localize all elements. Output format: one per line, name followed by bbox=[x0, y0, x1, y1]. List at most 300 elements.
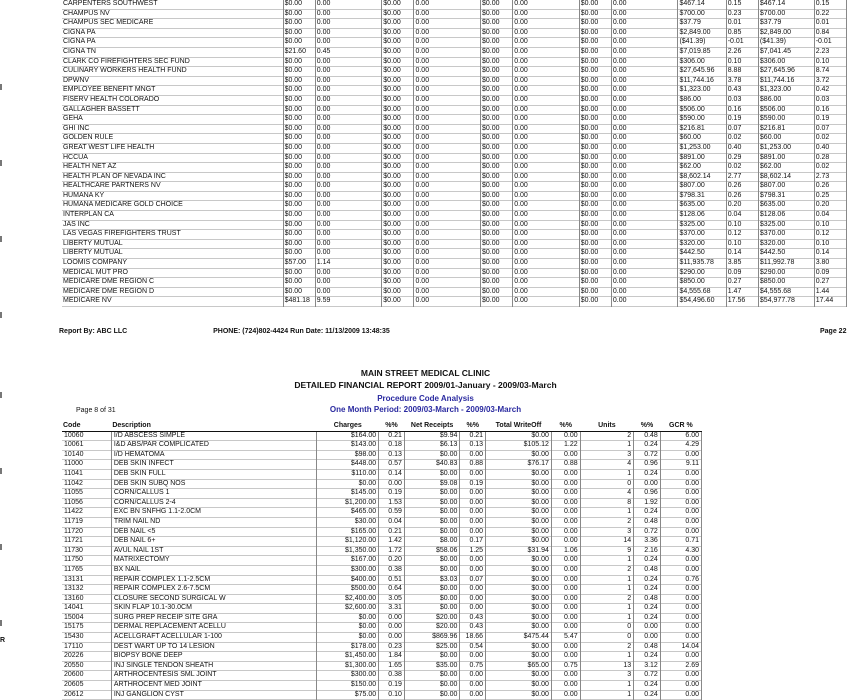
payer-value-cell: $0.00 bbox=[283, 38, 315, 48]
procedure-row bbox=[62, 575, 702, 585]
payer-value-cell: $0.00 bbox=[481, 182, 513, 192]
procedure-code-cell: 11055 bbox=[62, 489, 111, 499]
procedure-value-cell: 0.48 bbox=[634, 642, 661, 652]
payer-value-cell: 0.00 bbox=[611, 278, 678, 288]
procedure-value-cell: $2,400.00 bbox=[317, 594, 379, 604]
payer-value-cell: 0.00 bbox=[414, 230, 481, 240]
procedure-value-cell: 0.48 bbox=[634, 517, 661, 527]
procedure-value-cell: 2 bbox=[580, 594, 633, 604]
payer-value-cell: 0.00 bbox=[315, 143, 382, 153]
procedure-value-cell: $0.00 bbox=[404, 681, 460, 691]
procedure-value-cell: $0.00 bbox=[317, 633, 379, 643]
payer-value-cell: $0.00 bbox=[481, 86, 513, 96]
payer-name-cell: GHI INC bbox=[62, 124, 283, 134]
procedure-value-cell: $0.00 bbox=[486, 575, 552, 585]
payer-row bbox=[62, 268, 847, 278]
procedure-value-cell: 0.00 bbox=[660, 527, 701, 537]
payer-value-cell: 0.00 bbox=[315, 182, 382, 192]
procedure-value-cell: 0.00 bbox=[551, 537, 580, 547]
payer-value-cell: $635.00 bbox=[678, 201, 726, 211]
payer-value-cell: 0.02 bbox=[726, 134, 758, 144]
procedure-value-cell: $8.00 bbox=[404, 537, 460, 547]
procedure-value-cell: 0.00 bbox=[660, 469, 701, 479]
payer-value-cell: 0.00 bbox=[611, 57, 678, 67]
payer-value-cell: 0.00 bbox=[414, 297, 481, 307]
payer-row bbox=[62, 201, 847, 211]
procedure-value-cell: 0.00 bbox=[634, 479, 661, 489]
procedure-value-cell: 1 bbox=[580, 556, 633, 566]
payer-value-cell: 0.00 bbox=[315, 86, 382, 96]
payer-value-cell: 0.15 bbox=[726, 0, 758, 9]
payer-value-cell: $0.00 bbox=[579, 249, 611, 259]
procedure-value-cell: $1,350.00 bbox=[317, 546, 379, 556]
payer-value-cell: 0.00 bbox=[315, 249, 382, 259]
payer-value-cell: 0.00 bbox=[513, 268, 580, 278]
payer-value-cell: 0.00 bbox=[611, 134, 678, 144]
payer-value-cell: 0.20 bbox=[814, 201, 846, 211]
payer-value-cell: $0.00 bbox=[481, 278, 513, 288]
payer-value-cell: $8,602.14 bbox=[758, 172, 814, 182]
payer-value-cell: $62.00 bbox=[678, 163, 726, 173]
payer-value-cell: $0.00 bbox=[283, 9, 315, 19]
payer-value-cell: $506.00 bbox=[758, 105, 814, 115]
payer-value-cell: $54,977.78 bbox=[758, 297, 814, 307]
payer-value-cell: 0.00 bbox=[315, 9, 382, 19]
procedure-value-cell: 3.36 bbox=[634, 537, 661, 547]
payer-value-cell: $0.00 bbox=[579, 134, 611, 144]
payer-value-cell: 0.26 bbox=[726, 191, 758, 201]
payer-value-cell: 0.00 bbox=[315, 76, 382, 86]
procedure-value-cell: 1.22 bbox=[551, 441, 580, 451]
payer-value-cell: $0.00 bbox=[579, 28, 611, 38]
payer-value-cell: -0.01 bbox=[726, 38, 758, 48]
payer-value-cell: 0.12 bbox=[814, 230, 846, 240]
payer-value-cell: 0.00 bbox=[414, 47, 481, 57]
payer-value-cell: $0.00 bbox=[579, 38, 611, 48]
payer-value-cell: $798.31 bbox=[678, 191, 726, 201]
procedure-value-cell: 0.00 bbox=[551, 671, 580, 681]
procedure-desc-cell: CLOSURE SECOND SURGICAL W bbox=[111, 594, 317, 604]
payer-value-cell: $0.00 bbox=[579, 201, 611, 211]
payer-value-cell: $86.00 bbox=[758, 95, 814, 105]
payer-value-cell: $0.00 bbox=[481, 239, 513, 249]
procedure-desc-cell: AVUL NAIL 1ST bbox=[111, 546, 317, 556]
procedure-value-cell: 0.24 bbox=[634, 469, 661, 479]
payer-value-cell: 0.00 bbox=[513, 19, 580, 29]
payer-value-cell: $0.00 bbox=[382, 278, 414, 288]
payer-value-cell: $290.00 bbox=[678, 268, 726, 278]
payer-value-cell: 0.00 bbox=[513, 191, 580, 201]
payer-value-cell: 0.00 bbox=[513, 259, 580, 269]
procedure-value-cell: 0.00 bbox=[660, 652, 701, 662]
procedure-value-cell: 0.00 bbox=[551, 690, 580, 700]
procedure-body bbox=[62, 431, 702, 700]
payer-value-cell: $807.00 bbox=[678, 182, 726, 192]
payer-value-cell: 0.00 bbox=[315, 0, 382, 9]
procedure-value-cell: 0.00 bbox=[660, 479, 701, 489]
payer-value-cell: 0.00 bbox=[414, 134, 481, 144]
payer-value-cell: 0.00 bbox=[315, 230, 382, 240]
procedure-value-cell: 2 bbox=[580, 431, 633, 441]
payer-value-cell: $0.00 bbox=[481, 191, 513, 201]
payer-value-cell: 0.00 bbox=[414, 249, 481, 259]
payer-value-cell: $11,935.78 bbox=[678, 259, 726, 269]
procedure-value-cell: $30.00 bbox=[317, 517, 379, 527]
procedure-value-cell: $0.00 bbox=[404, 594, 460, 604]
payer-name-cell: HEALTHCARE PARTNERS NV bbox=[62, 182, 283, 192]
procedure-value-cell: $0.00 bbox=[486, 594, 552, 604]
procedure-value-cell: 0.00 bbox=[460, 469, 486, 479]
payer-value-cell: 0.00 bbox=[513, 67, 580, 77]
procedure-value-cell: 0.00 bbox=[660, 690, 701, 700]
procedure-value-cell: 18.66 bbox=[460, 633, 486, 643]
payer-value-cell: $442.50 bbox=[758, 249, 814, 259]
payer-name-cell: LOOMIS COMPANY bbox=[62, 259, 283, 269]
payer-value-cell: $7,041.45 bbox=[758, 47, 814, 57]
procedure-code-cell: 20605 bbox=[62, 681, 111, 691]
payer-value-cell: $0.00 bbox=[283, 201, 315, 211]
payer-value-cell: $0.00 bbox=[382, 191, 414, 201]
payer-value-cell: 0.42 bbox=[814, 86, 846, 96]
procedure-value-cell: 0.54 bbox=[460, 642, 486, 652]
payer-value-cell: $0.00 bbox=[481, 249, 513, 259]
page-of-label: Page 8 of 31 bbox=[76, 407, 116, 414]
payer-value-cell: 0.10 bbox=[726, 57, 758, 67]
payer-value-cell: 0.28 bbox=[814, 153, 846, 163]
payer-value-cell: 0.00 bbox=[611, 268, 678, 278]
payer-value-cell: 0.02 bbox=[814, 134, 846, 144]
procedure-value-cell: 0.17 bbox=[460, 537, 486, 547]
payer-value-cell: $0.00 bbox=[382, 115, 414, 125]
binding-tick bbox=[0, 392, 2, 398]
payer-value-cell: 0.00 bbox=[315, 278, 382, 288]
procedure-value-cell: 0.00 bbox=[551, 594, 580, 604]
procedure-value-cell: 3 bbox=[580, 450, 633, 460]
procedure-desc-cell: EXC BN SNFHG 1.1-2.0CM bbox=[111, 508, 317, 518]
payer-value-cell: $467.14 bbox=[678, 0, 726, 9]
payer-value-cell: 0.00 bbox=[513, 249, 580, 259]
procedure-code-cell: 11056 bbox=[62, 498, 111, 508]
payer-value-cell: $0.00 bbox=[283, 0, 315, 9]
procedure-value-cell: 0.48 bbox=[634, 594, 661, 604]
payer-value-cell: 0.00 bbox=[315, 201, 382, 211]
payer-value-cell: $0.00 bbox=[481, 201, 513, 211]
payer-value-cell: 0.03 bbox=[814, 95, 846, 105]
payer-value-cell: 0.27 bbox=[814, 278, 846, 288]
payer-value-cell: $0.00 bbox=[283, 153, 315, 163]
payer-value-cell: 0.00 bbox=[611, 249, 678, 259]
payer-value-cell: $0.00 bbox=[481, 105, 513, 115]
payer-value-cell: 0.00 bbox=[414, 115, 481, 125]
procedure-value-cell: $150.00 bbox=[317, 681, 379, 691]
payer-value-cell: 0.00 bbox=[611, 297, 678, 307]
procedure-header-cell: Code bbox=[62, 422, 111, 431]
procedure-value-cell: $31.94 bbox=[486, 546, 552, 556]
procedure-value-cell: 0.04 bbox=[379, 517, 405, 527]
payer-name-cell: FISERV HEALTH COLORADO bbox=[62, 95, 283, 105]
procedure-value-cell: 0.00 bbox=[551, 575, 580, 585]
payer-value-cell: $0.00 bbox=[283, 67, 315, 77]
procedure-row bbox=[62, 604, 702, 614]
payer-value-cell: $0.00 bbox=[283, 220, 315, 230]
payer-value-cell: 0.40 bbox=[726, 143, 758, 153]
procedure-value-cell: 0.43 bbox=[460, 613, 486, 623]
procedure-code-cell: 10060 bbox=[62, 431, 111, 441]
procedure-value-cell: $1,120.00 bbox=[317, 537, 379, 547]
phone: PHONE: (724)802-4424 bbox=[213, 328, 289, 335]
payer-value-cell: 0.00 bbox=[414, 191, 481, 201]
report-by: Report By: ABC LLC bbox=[59, 328, 128, 335]
payer-value-cell: $0.00 bbox=[579, 153, 611, 163]
payer-value-cell: 0.10 bbox=[814, 239, 846, 249]
procedure-header-cell: Charges bbox=[317, 422, 379, 431]
procedure-value-cell: 0.00 bbox=[551, 469, 580, 479]
procedure-value-cell: 3.05 bbox=[379, 594, 405, 604]
procedure-value-cell: 0.00 bbox=[660, 613, 701, 623]
procedure-value-cell: $0.00 bbox=[486, 517, 552, 527]
payer-value-cell: 0.25 bbox=[814, 191, 846, 201]
payer-value-cell: 0.00 bbox=[414, 201, 481, 211]
procedure-value-cell: 0.24 bbox=[634, 508, 661, 518]
payer-value-cell: 0.00 bbox=[611, 95, 678, 105]
procedure-value-cell: 0.00 bbox=[460, 565, 486, 575]
payer-value-cell: $807.00 bbox=[758, 182, 814, 192]
payer-value-cell: $11,744.16 bbox=[758, 76, 814, 86]
procedure-value-cell: 1 bbox=[580, 652, 633, 662]
payer-row bbox=[62, 57, 847, 67]
payer-name-cell: CHAMPUS NV bbox=[62, 9, 283, 19]
payer-value-cell: 0.00 bbox=[513, 211, 580, 221]
payer-value-cell: $0.00 bbox=[481, 211, 513, 221]
procedure-value-cell: 0.00 bbox=[460, 594, 486, 604]
procedure-value-cell: 0.76 bbox=[660, 575, 701, 585]
payer-value-cell: $590.00 bbox=[758, 115, 814, 125]
payer-value-cell: $506.00 bbox=[678, 105, 726, 115]
procedure-value-cell: 0.00 bbox=[379, 613, 405, 623]
procedure-desc-cell: BIOPSY BONE DEEP bbox=[111, 652, 317, 662]
payer-value-cell: 0.00 bbox=[315, 287, 382, 297]
payer-value-cell: 0.00 bbox=[611, 28, 678, 38]
payer-value-cell: $0.00 bbox=[579, 95, 611, 105]
payer-value-cell: $11,992.78 bbox=[758, 259, 814, 269]
payer-value-cell: $1,323.00 bbox=[678, 86, 726, 96]
payer-value-cell: 0.00 bbox=[513, 38, 580, 48]
procedure-value-cell: 0.00 bbox=[460, 556, 486, 566]
payer-value-cell: $700.00 bbox=[758, 9, 814, 19]
procedure-code-cell: 11041 bbox=[62, 469, 111, 479]
payer-value-cell: $0.00 bbox=[481, 76, 513, 86]
procedure-value-cell: $448.00 bbox=[317, 460, 379, 470]
payer-value-cell: $0.00 bbox=[283, 278, 315, 288]
procedure-row bbox=[62, 508, 702, 518]
procedure-value-cell: 0.00 bbox=[660, 565, 701, 575]
payer-value-cell: $0.00 bbox=[481, 172, 513, 182]
procedure-value-cell: $98.00 bbox=[317, 450, 379, 460]
procedure-value-cell: 0.19 bbox=[379, 681, 405, 691]
procedure-row bbox=[62, 633, 702, 643]
payer-value-cell: $2,849.00 bbox=[678, 28, 726, 38]
payer-value-cell: $60.00 bbox=[758, 134, 814, 144]
run-date: Run Date: 11/13/2009 13:48:35 bbox=[290, 328, 390, 335]
payer-value-cell: 0.00 bbox=[414, 38, 481, 48]
procedure-value-cell: 0.00 bbox=[551, 604, 580, 614]
procedure-value-cell: 0.00 bbox=[551, 489, 580, 499]
procedure-value-cell: 9.11 bbox=[660, 460, 701, 470]
procedure-value-cell: $1,450.00 bbox=[317, 652, 379, 662]
procedure-value-cell: $0.00 bbox=[486, 623, 552, 633]
procedure-code-cell: 11422 bbox=[62, 508, 111, 518]
procedure-row bbox=[62, 431, 702, 441]
payer-value-cell: 0.00 bbox=[513, 172, 580, 182]
procedure-code-cell: 14041 bbox=[62, 604, 111, 614]
payer-row bbox=[62, 105, 847, 115]
payer-name-cell: CULINARY WORKERS HEALTH FUND bbox=[62, 67, 283, 77]
payer-value-cell: 0.10 bbox=[726, 220, 758, 230]
payer-value-cell: $0.00 bbox=[579, 115, 611, 125]
procedure-value-cell: 1 bbox=[580, 441, 633, 451]
procedure-desc-cell: CORN/CALLUS 2-4 bbox=[111, 498, 317, 508]
payer-value-cell: 1.14 bbox=[315, 259, 382, 269]
procedure-value-cell: $164.00 bbox=[317, 431, 379, 441]
procedure-value-cell: 1.42 bbox=[379, 537, 405, 547]
procedure-value-cell: $475.44 bbox=[486, 633, 552, 643]
payer-value-cell: 0.00 bbox=[513, 153, 580, 163]
payer-value-cell: 0.00 bbox=[611, 105, 678, 115]
procedure-value-cell: $6.13 bbox=[404, 441, 460, 451]
procedure-desc-cell: DEB NAIL 6+ bbox=[111, 537, 317, 547]
payer-value-cell: $0.00 bbox=[481, 297, 513, 307]
payer-value-cell: 17.56 bbox=[726, 297, 758, 307]
payer-value-cell: 0.45 bbox=[315, 47, 382, 57]
payer-value-cell: 0.00 bbox=[315, 115, 382, 125]
procedure-value-cell: 1 bbox=[580, 508, 633, 518]
payer-value-cell: 0.00 bbox=[513, 134, 580, 144]
payer-value-cell: 0.00 bbox=[513, 278, 580, 288]
payer-value-cell: 0.00 bbox=[513, 76, 580, 86]
payer-row bbox=[62, 239, 847, 249]
payer-value-cell: 0.00 bbox=[315, 28, 382, 38]
procedure-value-cell: 0.43 bbox=[460, 623, 486, 633]
payer-value-cell: 0.00 bbox=[315, 163, 382, 173]
payer-value-cell: 0.00 bbox=[414, 287, 481, 297]
payer-value-cell: $0.00 bbox=[382, 153, 414, 163]
payer-value-cell: $0.00 bbox=[382, 239, 414, 249]
procedure-value-cell: 0.00 bbox=[551, 642, 580, 652]
payer-value-cell: 0.00 bbox=[414, 172, 481, 182]
procedure-value-cell: $0.00 bbox=[486, 565, 552, 575]
procedure-value-cell: 3 bbox=[580, 671, 633, 681]
procedure-value-cell: 2 bbox=[580, 642, 633, 652]
procedure-value-cell: 0.38 bbox=[379, 671, 405, 681]
payer-value-cell: 0.01 bbox=[726, 19, 758, 29]
procedure-value-cell: $0.00 bbox=[404, 517, 460, 527]
payer-value-cell: $0.00 bbox=[579, 163, 611, 173]
payer-value-cell: 0.00 bbox=[611, 163, 678, 173]
procedure-value-cell: 0.00 bbox=[551, 450, 580, 460]
payer-value-cell: 0.00 bbox=[513, 230, 580, 240]
procedure-value-cell: 0.19 bbox=[460, 479, 486, 489]
payer-value-cell: 0.00 bbox=[611, 182, 678, 192]
payer-value-cell: $0.00 bbox=[579, 86, 611, 96]
procedure-value-cell: 0.13 bbox=[460, 441, 486, 451]
payer-value-cell: 0.12 bbox=[726, 230, 758, 240]
payer-value-cell: $27,645.96 bbox=[678, 67, 726, 77]
procedure-desc-cell: SURG PREP RECEIP SITE GRA bbox=[111, 613, 317, 623]
payer-value-cell: $0.00 bbox=[481, 268, 513, 278]
procedure-row bbox=[62, 681, 702, 691]
payer-value-cell: $0.00 bbox=[382, 201, 414, 211]
payer-value-cell: $0.00 bbox=[283, 57, 315, 67]
procedure-header-cell: Description bbox=[111, 422, 317, 431]
procedure-value-cell: $165.00 bbox=[317, 527, 379, 537]
procedure-value-cell: 0.00 bbox=[551, 565, 580, 575]
procedure-value-cell: 0.72 bbox=[634, 527, 661, 537]
procedure-value-cell: $143.00 bbox=[317, 441, 379, 451]
procedure-value-cell: 1.53 bbox=[379, 498, 405, 508]
procedure-value-cell: $0.00 bbox=[404, 565, 460, 575]
procedure-code-cell: 20550 bbox=[62, 661, 111, 671]
payer-value-cell: $290.00 bbox=[758, 268, 814, 278]
payer-value-cell: 0.84 bbox=[814, 28, 846, 38]
payer-value-cell: 0.00 bbox=[414, 182, 481, 192]
payer-row bbox=[62, 38, 847, 48]
procedure-desc-cell: ARTHROCENT MED JOINT bbox=[111, 681, 317, 691]
procedure-value-cell: 1.84 bbox=[379, 652, 405, 662]
procedure-value-cell: $300.00 bbox=[317, 565, 379, 575]
procedure-code-cell: 13160 bbox=[62, 594, 111, 604]
payer-value-cell: 0.02 bbox=[726, 163, 758, 173]
procedure-value-cell: $0.00 bbox=[486, 681, 552, 691]
payer-row bbox=[62, 0, 847, 9]
procedure-value-cell: $0.00 bbox=[404, 489, 460, 499]
payer-value-cell: 0.00 bbox=[513, 47, 580, 57]
procedure-value-cell: 1 bbox=[580, 681, 633, 691]
payer-value-cell: $0.00 bbox=[579, 0, 611, 9]
procedure-row bbox=[62, 623, 702, 633]
payer-value-cell: 0.00 bbox=[611, 287, 678, 297]
payer-value-cell: 0.00 bbox=[414, 105, 481, 115]
payer-value-cell: 0.00 bbox=[315, 38, 382, 48]
procedure-desc-cell: CORN/CALLUS 1 bbox=[111, 489, 317, 499]
procedure-value-cell: 0.00 bbox=[634, 633, 661, 643]
procedure-value-cell: 0.00 bbox=[379, 623, 405, 633]
payer-value-cell: 2.26 bbox=[726, 47, 758, 57]
payer-value-cell: 2.23 bbox=[814, 47, 846, 57]
payer-name-cell: JAS INC bbox=[62, 220, 283, 230]
payer-value-cell: $0.00 bbox=[382, 0, 414, 9]
payer-value-cell: $0.00 bbox=[579, 182, 611, 192]
procedure-value-cell: $0.00 bbox=[317, 613, 379, 623]
payer-value-cell: 0.00 bbox=[611, 0, 678, 9]
procedure-value-cell: 0.00 bbox=[379, 479, 405, 489]
procedure-value-cell: 0.00 bbox=[460, 690, 486, 700]
procedure-code-cell: 11720 bbox=[62, 527, 111, 537]
procedure-value-cell: 1 bbox=[580, 613, 633, 623]
payer-value-cell: $0.00 bbox=[382, 38, 414, 48]
payer-value-cell: 17.44 bbox=[814, 297, 846, 307]
procedure-value-cell: 0.38 bbox=[379, 565, 405, 575]
procedure-value-cell: 0.00 bbox=[660, 517, 701, 527]
payer-value-cell: 0.00 bbox=[611, 124, 678, 134]
payer-value-cell: $0.00 bbox=[579, 230, 611, 240]
procedure-value-cell: 1 bbox=[580, 585, 633, 595]
procedure-value-cell: 0.00 bbox=[634, 623, 661, 633]
procedure-value-cell: 0.00 bbox=[551, 556, 580, 566]
procedure-desc-cell: MATRIXECTOMY bbox=[111, 556, 317, 566]
payer-value-cell: $0.00 bbox=[579, 220, 611, 230]
payer-value-cell: 8.74 bbox=[814, 67, 846, 77]
payer-value-cell: $891.00 bbox=[758, 153, 814, 163]
